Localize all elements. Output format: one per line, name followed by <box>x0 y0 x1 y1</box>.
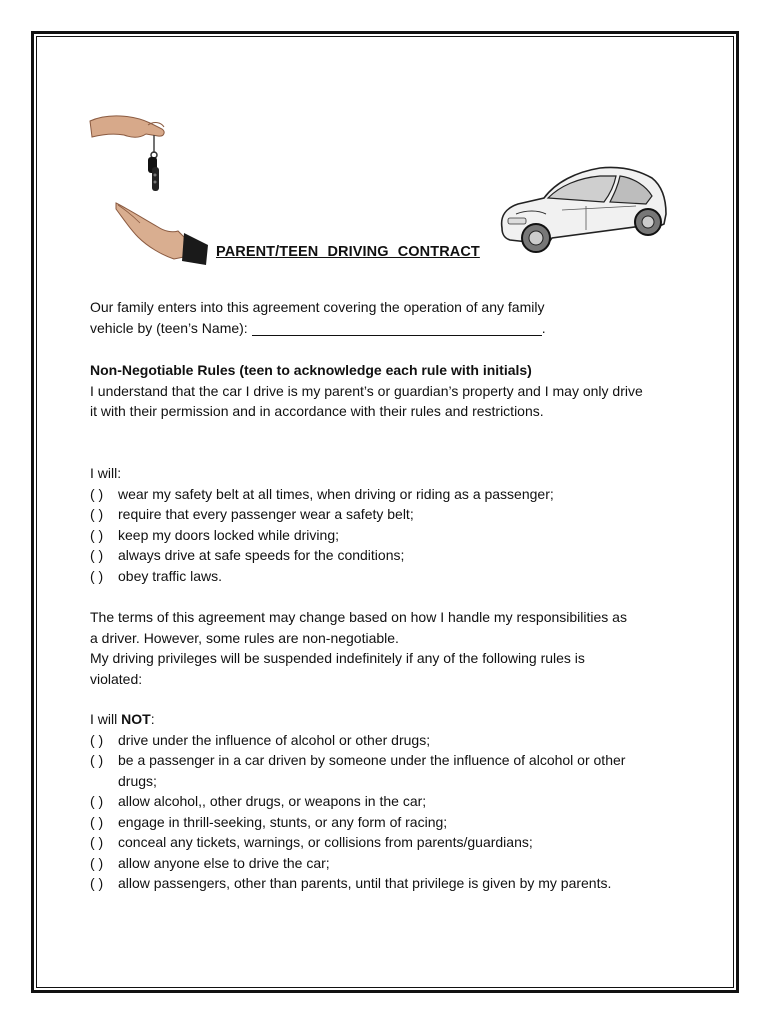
will-not-item-text: allow passengers, other than parents, until that privilege is given by my parents. <box>118 875 612 891</box>
will-not-item <box>90 812 630 833</box>
initials-box[interactable]: ( ) <box>90 526 104 543</box>
initials-box[interactable]: ( ) <box>90 875 104 891</box>
will-item-text: require that every passenger wear a safety belt; <box>118 506 414 522</box>
will-not-emphasis: NOT <box>121 711 151 727</box>
hand-keys-illustration <box>88 105 213 265</box>
will-item-text: obey traffic laws. <box>118 567 223 584</box>
will-not-item-text: allow alcohol,, other drugs, or weapons in the car; <box>118 793 427 809</box>
will-not-item <box>90 750 630 791</box>
will-not-item <box>90 791 630 812</box>
will-item-text: always drive at safe speeds for the conditions; <box>118 547 405 563</box>
initials-box[interactable]: ( ) <box>90 506 104 522</box>
will-not-item <box>90 853 630 874</box>
will-list <box>90 463 650 586</box>
will-not-item <box>90 730 630 751</box>
will-not-list <box>90 709 630 894</box>
initials-box[interactable]: ( ) <box>90 731 104 748</box>
non-negotiable-text: I understand that the car I drive is my parent’s or guardian’s property and I may only drive it with their permission and in accordance with their rules and restrictions. <box>90 382 643 419</box>
will-item <box>90 504 650 525</box>
will-not-item-text: engage in thrill-seeking, stunts, or any form of racing; <box>118 813 448 830</box>
terms-text-1: The terms of this agreement may change based on how I handle my responsibilities as a driver. However, some rules are non-negotiable. <box>90 609 627 646</box>
initials-box[interactable]: ( ) <box>90 567 104 584</box>
initials-box[interactable]: ( ) <box>90 547 104 563</box>
car-sketch-illustration <box>496 158 672 258</box>
will-not-item <box>90 873 630 894</box>
will-not-item-text: conceal any tickets, warnings, or collisions from parents/guardians; <box>118 834 533 850</box>
intro-line-2-prefix: vehicle by (teen’s Name): <box>90 320 248 336</box>
intro-line-2 <box>90 318 546 339</box>
initials-box[interactable]: ( ) <box>90 813 104 830</box>
teen-name-blank[interactable] <box>252 321 542 336</box>
initials-box[interactable]: ( ) <box>90 793 104 809</box>
will-item <box>90 484 650 505</box>
initials-box[interactable]: ( ) <box>90 834 104 850</box>
initials-box[interactable]: ( ) <box>90 752 104 768</box>
non-negotiable-heading: Non-Negotiable Rules (teen to acknowledge each rule with initials) <box>90 362 532 378</box>
will-item-text: keep my doors locked while driving; <box>118 526 339 543</box>
initials-box[interactable]: ( ) <box>90 485 104 502</box>
non-negotiable-section <box>90 360 650 422</box>
initials-box[interactable]: ( ) <box>90 854 104 871</box>
will-item <box>90 566 650 587</box>
contract-title: PARENT/TEEN DRIVING CONTRACT <box>216 244 480 260</box>
will-label: I will: <box>90 465 122 481</box>
terms-section <box>90 607 638 689</box>
will-not-item <box>90 832 630 853</box>
will-not-label: I will NOT: <box>90 711 155 727</box>
intro-line-1: Our family enters into this agreement covering the operation of any family <box>90 299 545 315</box>
will-item <box>90 525 650 546</box>
will-not-item-text: drive under the influence of alcohol or other drugs; <box>118 731 431 748</box>
will-not-item-text: be a passenger in a car driven by someone under the influence of alcohol or other drugs; <box>118 752 626 789</box>
will-not-item-text: allow anyone else to drive the car; <box>118 854 330 871</box>
will-item-text: wear my safety belt at all times, when driving or riding as a passenger; <box>118 485 554 502</box>
terms-text-2: My driving privileges will be suspended indefinitely if any of the following rules is violated: <box>90 650 585 687</box>
intro-line-2-suffix: . <box>541 320 546 336</box>
will-item <box>90 545 650 566</box>
